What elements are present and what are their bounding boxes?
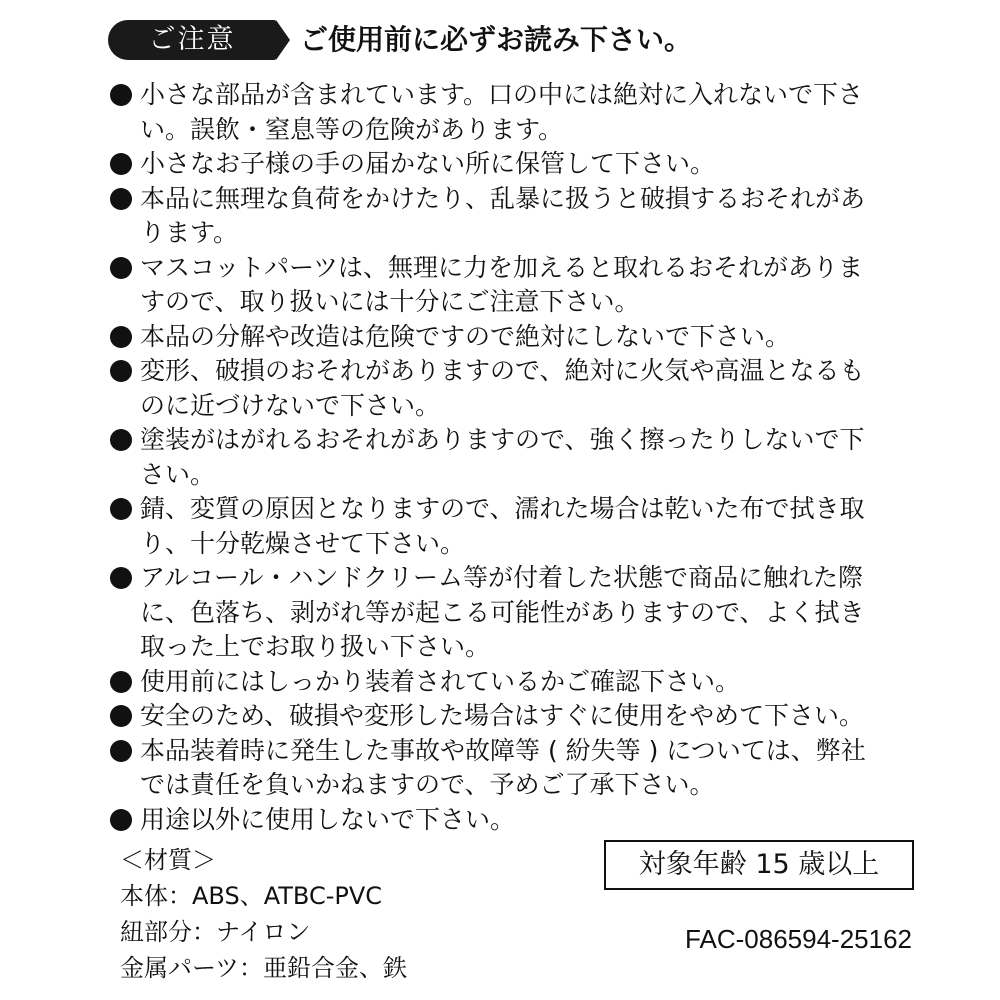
- bullet-icon: [110, 809, 132, 831]
- bullet-icon: [110, 429, 132, 451]
- materials-section: [120, 842, 407, 986]
- material-cord: 紐部分：ナイロン: [120, 918, 311, 946]
- notice-item: [110, 182, 930, 251]
- notice-item: [110, 492, 930, 561]
- bullet-icon: [110, 326, 132, 348]
- notice-text-line: い。誤飲・窒息等の危険があります。: [140, 114, 564, 144]
- notice-item: [110, 699, 930, 734]
- notice-text-line: すので、取り扱いには十分にご注意下さい。: [140, 287, 640, 316]
- notice-text-line: り、十分乾燥させて下さい。: [140, 528, 466, 558]
- bullet-icon: [110, 153, 132, 175]
- age-label: 対象年齢 15 歳以上: [604, 840, 914, 890]
- notice-text-line: マスコットパーツは、無理に力を加えると取れるおそれがありま: [140, 252, 864, 282]
- notice-item: [110, 803, 930, 838]
- material-metal: 金属パーツ：亜鉛合金、鉄: [120, 954, 408, 982]
- bullet-icon: [110, 498, 132, 520]
- materials-heading: ＜材質＞: [120, 846, 216, 874]
- notice-item: [110, 78, 930, 147]
- notice-text-line: 本品装着時に発生した事故や故障等 ( 紛失等 ) については、弊社: [140, 735, 866, 765]
- notice-text-line: 取った上でお取り扱い下さい。: [140, 632, 491, 661]
- material-body: 本体：ABS、ATBC-PVC: [120, 882, 383, 910]
- product-code: FAC-086594-25162: [685, 924, 912, 954]
- notice-item: [110, 354, 930, 423]
- bullet-icon: [110, 671, 132, 693]
- notice-text-line: さい。: [140, 459, 216, 489]
- bullet-icon: [110, 188, 132, 210]
- bullet-icon: [110, 84, 132, 106]
- notice-text-line: 小さな部品が含まれています。口の中には絶対に入れないで下さ: [140, 80, 864, 109]
- notice-list: [110, 78, 930, 837]
- notice-text-line: 本品の分解や改造は危険ですので絶対にしないで下さい。: [140, 321, 791, 351]
- bullet-icon: [110, 740, 132, 762]
- notice-text-line: 変形、破損のおそれがありますので、絶対に火気や高温となるも: [140, 356, 865, 385]
- notice-text-line: アルコール・ハンドクリーム等が付着した状態で商品に触れた際: [140, 563, 864, 592]
- notice-item: [110, 561, 930, 665]
- caution-header: [108, 18, 978, 64]
- notice-item: [110, 251, 930, 320]
- notice-item: [110, 320, 930, 355]
- notice-text-line: 使用前にはしっかり装着されているかご確認下さい。: [140, 666, 741, 696]
- notice-text-line: 小さなお子様の手の届かない所に保管して下さい。: [140, 149, 716, 178]
- bullet-icon: [110, 705, 132, 727]
- notice-text-line: 錆、変質の原因となりますので、濡れた場合は乾いた布で拭き取: [140, 494, 865, 523]
- bullet-icon: [110, 257, 132, 279]
- notice-item: [110, 665, 930, 700]
- notice-text-line: のに近づけないで下さい。: [140, 390, 441, 420]
- notice-text-line: 本品に無理な負荷をかけたり、乱暴に扱うと破損するおそれがあ: [140, 183, 866, 213]
- bullet-icon: [110, 567, 132, 589]
- notice-item: [110, 423, 930, 492]
- notice-text-line: 塗装がはがれるおそれがありますので、強く擦ったりしないで下: [140, 425, 865, 454]
- header-title: ご使用前に必ずお読み下さい。: [300, 23, 693, 56]
- notice-text-line: 用途以外に使用しないで下さい。: [140, 804, 516, 834]
- notice-text-line: 安全のため、破損や変形した場合はすぐに使用をやめて下さい。: [140, 701, 865, 730]
- notice-text-line: ります。: [140, 218, 239, 247]
- notice-text-line: では責任を負いかねますので、予めご了承下さい。: [140, 770, 715, 799]
- notice-text-line: に、色落ち、剥がれ等が起こる可能性がありますので、よく拭き: [140, 597, 865, 627]
- notice-item: [110, 147, 930, 182]
- notice-item: [110, 734, 930, 803]
- bullet-icon: [110, 360, 132, 382]
- caution-badge: ご注意: [108, 20, 276, 60]
